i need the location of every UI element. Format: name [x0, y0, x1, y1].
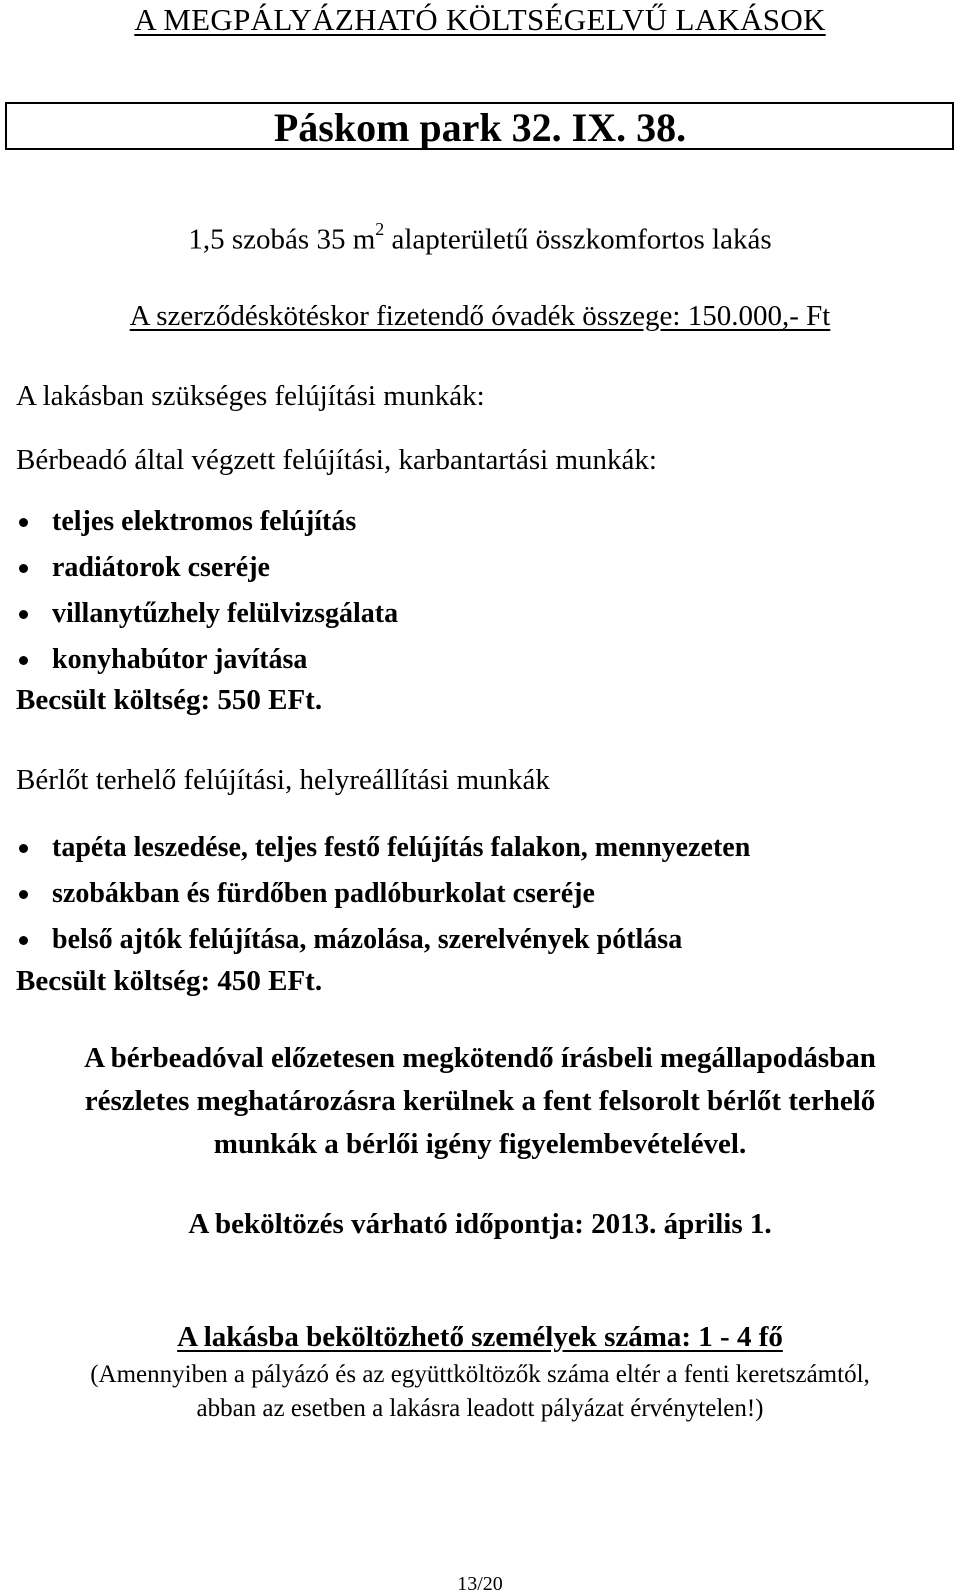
occupant-count: A lakásba beköltözhető személyek száma: 1 - 4 fő [177, 1321, 783, 1353]
page-number: 13/20 [457, 1573, 503, 1595]
document-heading: A MEGPÁLYÁZHATÓ KÖLTSÉGELVŰ LAKÁSOK [134, 2, 826, 37]
list-item: radiátorok cseréje [16, 545, 398, 591]
occupant-warning-line: (Amennyiben a pályázó és az együttköltözők száma eltér a fenti keretszámtól, [90, 1361, 870, 1388]
move-in-date: A beköltözés várható időpontja: 2013. április 1. [188, 1208, 772, 1240]
tenant-works-label: Bérlőt terhelő felújítási, helyreállítási munkák [16, 764, 550, 796]
tenant-works-list [16, 825, 750, 963]
tenant-estimated-cost: Becsült költség: 450 EFt. [16, 965, 323, 997]
landlord-works-label: Bérbeadó által végzett felújítási, karbantartási munkák: [16, 444, 657, 476]
list-item: belső ajtók felújítása, mázolása, szerelvények pótlása [16, 917, 750, 963]
agreement-note-line: részletes meghatározásra kerülnek a fent felsorolt bérlőt terhelő [84, 1085, 876, 1117]
list-item: teljes elektromos felújítás [16, 499, 398, 545]
landlord-works-list [16, 499, 398, 683]
occupant-warning-line: abban az esetben a lakásra leadott pályázat érvénytelen!) [196, 1395, 764, 1422]
agreement-note-line: A bérbeadóval előzetesen megkötendő írásbeli megállapodásban [84, 1042, 876, 1074]
flat-address: Páskom park 32. IX. 38. [273, 105, 687, 150]
flat-description [0, 219, 960, 257]
list-item: tapéta leszedése, teljes festő felújítás falakon, mennyezeten [16, 825, 750, 871]
deposit-amount: A szerződéskötéskor fizetendő óvadék összege: 150.000,- Ft [129, 300, 831, 332]
agreement-note-line: munkák a bérlői igény figyelembevételével. [213, 1128, 747, 1160]
square-meter-superscript: 2 [375, 219, 385, 239]
list-item: szobákban és fürdőben padlóburkolat cseréje [16, 871, 750, 917]
list-item: villanytűzhely felülvizsgálata [16, 591, 398, 637]
flat-description-text: 1,5 szobás 35 m [188, 223, 376, 256]
list-item: konyhabútor javítása [16, 637, 398, 683]
flat-description-rest: alapterületű összkomfortos lakás [384, 223, 772, 256]
works-label: A lakásban szükséges felújítási munkák: [16, 380, 485, 412]
occupant-warning [0, 1358, 960, 1426]
agreement-note [20, 1037, 940, 1166]
landlord-estimated-cost: Becsült költség: 550 EFt. [16, 684, 323, 716]
